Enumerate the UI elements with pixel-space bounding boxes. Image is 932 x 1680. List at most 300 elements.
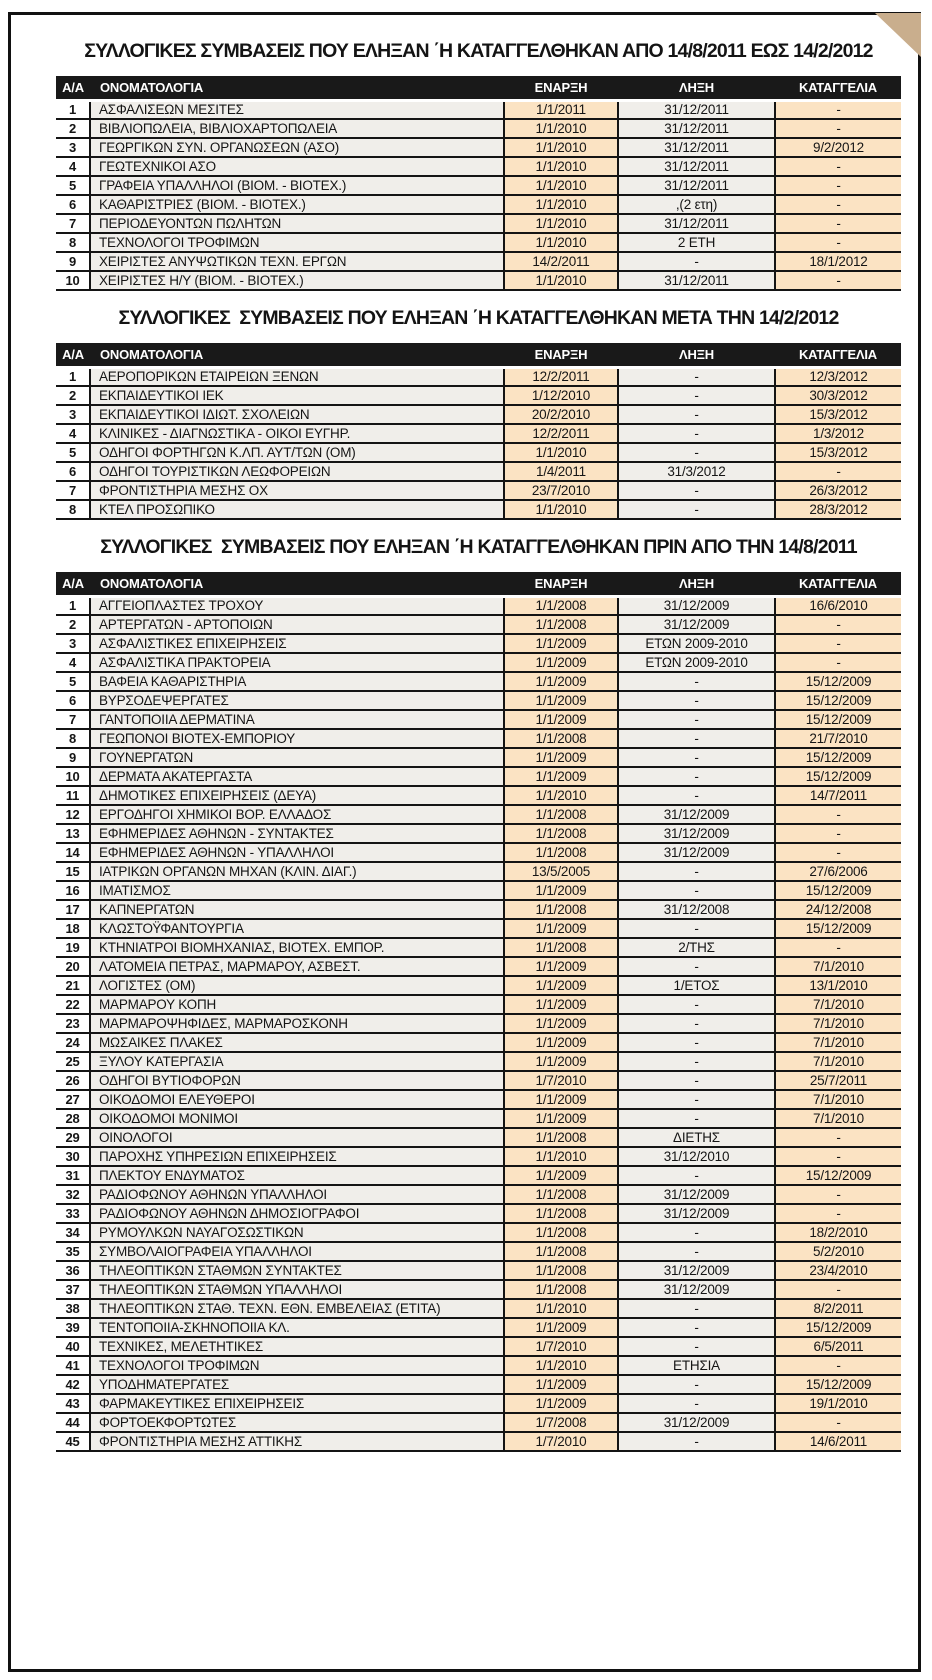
cell-start-date: 1/1/2009 xyxy=(504,653,618,672)
cell-end-date: - xyxy=(618,672,775,691)
cell-end-date: - xyxy=(618,862,775,881)
cell-end-date: - xyxy=(618,748,775,767)
cell-index: 34 xyxy=(56,1223,90,1242)
table-row xyxy=(56,767,901,786)
column-header: ΚΑΤΑΓΓΕΛΙΑ xyxy=(775,76,901,100)
cell-start-date: 23/7/2010 xyxy=(504,481,618,500)
cell-start-date: 1/1/2009 xyxy=(504,691,618,710)
table-row xyxy=(56,729,901,748)
cell-name: ΓΡΑΦΕΙΑ ΥΠΑΛΛΗΛΟΙ (ΒΙΟΜ. - ΒΙΟΤΕΧ.) xyxy=(90,176,504,195)
cell-index: 8 xyxy=(56,233,90,252)
column-header: Α/Α xyxy=(56,343,90,367)
cell-index: 2 xyxy=(56,615,90,634)
cell-end-date: - xyxy=(618,367,775,386)
cell-name: ΧΕΙΡΙΣΤΕΣ Η/Υ (ΒΙΟΜ. - ΒΙΟΤΕΧ.) xyxy=(90,271,504,290)
table-row xyxy=(56,1166,901,1185)
cell-start-date: 1/1/2008 xyxy=(504,1280,618,1299)
cell-name: ΦΟΡΤΟΕΚΦΟΡΤΩΤΕΣ xyxy=(90,1413,504,1432)
cell-termination-date: - xyxy=(775,119,901,138)
cell-termination-date: 15/12/2009 xyxy=(775,672,901,691)
cell-termination-date: 8/2/2011 xyxy=(775,1299,901,1318)
cell-start-date: 1/1/2009 xyxy=(504,634,618,653)
cell-end-date: - xyxy=(618,919,775,938)
cell-end-date: 31/12/2011 xyxy=(618,138,775,157)
cell-index: 10 xyxy=(56,271,90,290)
cell-start-date: 13/5/2005 xyxy=(504,862,618,881)
cell-termination-date: 15/12/2009 xyxy=(775,1318,901,1337)
cell-end-date: 31/12/2011 xyxy=(618,100,775,119)
table-row xyxy=(56,824,901,843)
cell-termination-date: 15/3/2012 xyxy=(775,443,901,462)
cell-index: 16 xyxy=(56,881,90,900)
cell-termination-date: 14/7/2011 xyxy=(775,786,901,805)
cell-index: 7 xyxy=(56,481,90,500)
cell-end-date: ΔΙΕΤΗΣ xyxy=(618,1128,775,1147)
cell-end-date: - xyxy=(618,1223,775,1242)
section-title: ΣΥΛΛΟΓΙΚΕΣ ΣΥΜΒΑΣΕΙΣ ΠΟΥ ΕΛΗΞΑΝ ΄Η ΚΑΤΑΓΓΕΛΘΗΚΑΝ ΜΕΤΑ ΤΗΝ 14/2/2012 xyxy=(118,307,839,329)
cell-end-date: - xyxy=(618,1071,775,1090)
cell-start-date: 1/12/2010 xyxy=(504,386,618,405)
cell-termination-date: 12/3/2012 xyxy=(775,367,901,386)
cell-start-date: 1/7/2010 xyxy=(504,1071,618,1090)
cell-end-date: - xyxy=(618,500,775,519)
cell-end-date: - xyxy=(618,881,775,900)
cell-name: ΡΥΜΟΥΛΚΩΝ ΝΑΥΑΓΟΣΩΣΤΙΚΩΝ xyxy=(90,1223,504,1242)
cell-end-date: - xyxy=(618,1337,775,1356)
cell-start-date: 1/1/2010 xyxy=(504,271,618,290)
cell-end-date: ΕΤΗΣΙΑ xyxy=(618,1356,775,1375)
cell-name: ΤΕΧΝΟΛΟΓΟΙ ΤΡΟΦΙΜΩΝ xyxy=(90,1356,504,1375)
table-row xyxy=(56,424,901,443)
cell-start-date: 1/1/2010 xyxy=(504,176,618,195)
cell-start-date: 1/1/2008 xyxy=(504,1223,618,1242)
cell-termination-date: 7/1/2010 xyxy=(775,995,901,1014)
cell-index: 43 xyxy=(56,1394,90,1413)
cell-termination-date: 13/1/2010 xyxy=(775,976,901,995)
cell-index: 11 xyxy=(56,786,90,805)
cell-start-date: 12/2/2011 xyxy=(504,424,618,443)
cell-name: ΓΕΩΡΓΙΚΩΝ ΣΥΝ. ΟΡΓΑΝΩΣΕΩΝ (ΑΣΟ) xyxy=(90,138,504,157)
cell-end-date: - xyxy=(618,1014,775,1033)
table-row xyxy=(56,1109,901,1128)
cell-start-date: 1/1/2008 xyxy=(504,938,618,957)
table-header-row xyxy=(56,343,901,367)
table-row xyxy=(56,748,901,767)
tables-container xyxy=(56,24,901,1452)
table-header-row xyxy=(56,76,901,100)
cell-termination-date: - xyxy=(775,824,901,843)
cell-start-date: 1/1/2010 xyxy=(504,214,618,233)
cell-start-date: 1/1/2009 xyxy=(504,881,618,900)
cell-termination-date: 9/2/2012 xyxy=(775,138,901,157)
table-row xyxy=(56,462,901,481)
cell-end-date: - xyxy=(618,786,775,805)
cell-end-date: 31/12/2009 xyxy=(618,1261,775,1280)
cell-name: ΤΗΛΕΟΠΤΙΚΩΝ ΣΤΑΘΜΩΝ ΣΥΝΤΑΚΤΕΣ xyxy=(90,1261,504,1280)
table-row xyxy=(56,1147,901,1166)
cell-index: 20 xyxy=(56,957,90,976)
cell-end-date: 31/12/2009 xyxy=(618,1204,775,1223)
cell-end-date: - xyxy=(618,1033,775,1052)
cell-termination-date: 5/2/2010 xyxy=(775,1242,901,1261)
table-row xyxy=(56,1223,901,1242)
cell-index: 27 xyxy=(56,1090,90,1109)
cell-termination-date: 19/1/2010 xyxy=(775,1394,901,1413)
cell-start-date: 1/1/2008 xyxy=(504,1204,618,1223)
cell-index: 23 xyxy=(56,1014,90,1033)
cell-start-date: 1/1/2009 xyxy=(504,1014,618,1033)
cell-name: ΒΑΦΕΙΑ ΚΑΘΑΡΙΣΤΗΡΙΑ xyxy=(90,672,504,691)
section-title: ΣΥΛΛΟΓΙΚΕΣ ΣΥΜΒΑΣΕΙΣ ΠΟΥ ΕΛΗΞΑΝ ΄Η ΚΑΤΑΓΓΕΛΘΗΚΑΝ ΑΠΟ 14/8/2011 ΕΩΣ 14/2/2012 xyxy=(84,40,873,62)
cell-name: ΓΕΩΤΕΧΝΙΚΟΙ ΑΣΟ xyxy=(90,157,504,176)
cell-name: ΥΠΟΔΗΜΑΤΕΡΓΑΤΕΣ xyxy=(90,1375,504,1394)
cell-name: ΕΚΠΑΙΔΕΥΤΙΚΟΙ ΙΔΙΩΤ. ΣΧΟΛΕΙΩΝ xyxy=(90,405,504,424)
cell-name: ΟΔΗΓΟΙ ΒΥΤΙΟΦΟΡΩΝ xyxy=(90,1071,504,1090)
cell-end-date: - xyxy=(618,957,775,976)
cell-start-date: 1/1/2009 xyxy=(504,1394,618,1413)
cell-name: ΦΡΟΝΤΙΣΤΗΡΙΑ ΜΕΣΗΣ ΑΤΤΙΚΗΣ xyxy=(90,1432,504,1451)
cell-end-date: 31/12/2011 xyxy=(618,271,775,290)
cell-termination-date: - xyxy=(775,1413,901,1432)
table-row xyxy=(56,1375,901,1394)
cell-name: ΜΑΡΜΑΡΟΨΗΦΙΔΕΣ, ΜΑΡΜΑΡΟΣΚΟΝΗ xyxy=(90,1014,504,1033)
cell-termination-date: - xyxy=(775,176,901,195)
cell-termination-date: 7/1/2010 xyxy=(775,1052,901,1071)
cell-name: ΠΛΕΚΤΟΥ ΕΝΔΥΜΑΤΟΣ xyxy=(90,1166,504,1185)
cell-name: ΑΣΦΑΛΙΣΤΙΚΕΣ ΕΠΙΧΕΙΡΗΣΕΙΣ xyxy=(90,634,504,653)
cell-end-date: - xyxy=(618,1109,775,1128)
table-row xyxy=(56,100,901,119)
cell-termination-date: - xyxy=(775,233,901,252)
cell-index: 4 xyxy=(56,653,90,672)
cell-index: 6 xyxy=(56,462,90,481)
column-header: ΕΝΑΡΞΗ xyxy=(504,76,618,100)
cell-end-date: - xyxy=(618,767,775,786)
cell-index: 8 xyxy=(56,729,90,748)
cell-index: 17 xyxy=(56,900,90,919)
table-row xyxy=(56,900,901,919)
table-row xyxy=(56,233,901,252)
table-row xyxy=(56,119,901,138)
cell-start-date: 1/1/2009 xyxy=(504,957,618,976)
cell-termination-date: - xyxy=(775,615,901,634)
cell-termination-date: 15/12/2009 xyxy=(775,1166,901,1185)
cell-end-date: 31/12/2011 xyxy=(618,157,775,176)
cell-end-date: 31/12/2011 xyxy=(618,214,775,233)
cell-name: ΜΩΣΑΙΚΕΣ ΠΛΑΚΕΣ xyxy=(90,1033,504,1052)
cell-termination-date: 15/12/2009 xyxy=(775,1375,901,1394)
cell-termination-date: 7/1/2010 xyxy=(775,1033,901,1052)
table-row xyxy=(56,481,901,500)
cell-index: 31 xyxy=(56,1166,90,1185)
cell-start-date: 1/1/2009 xyxy=(504,995,618,1014)
cell-index: 14 xyxy=(56,843,90,862)
cell-name: ΦΡΟΝΤΙΣΤΗΡΙΑ ΜΕΣΗΣ ΟΧ xyxy=(90,481,504,500)
column-header: ΕΝΑΡΞΗ xyxy=(504,572,618,596)
cell-termination-date: - xyxy=(775,938,901,957)
table-row xyxy=(56,995,901,1014)
cell-end-date: 31/12/2009 xyxy=(618,824,775,843)
table-row xyxy=(56,367,901,386)
cell-end-date: 31/12/2011 xyxy=(618,176,775,195)
cell-name: ΟΙΚΟΔΟΜΟΙ ΕΛΕΥΘΕΡΟΙ xyxy=(90,1090,504,1109)
cell-end-date: 31/12/2009 xyxy=(618,805,775,824)
cell-termination-date: 15/12/2009 xyxy=(775,919,901,938)
table-row xyxy=(56,1185,901,1204)
cell-index: 22 xyxy=(56,995,90,1014)
table-row xyxy=(56,443,901,462)
cell-start-date: 1/1/2008 xyxy=(504,1242,618,1261)
cell-start-date: 1/1/2010 xyxy=(504,500,618,519)
cell-start-date: 1/1/2010 xyxy=(504,119,618,138)
table-row xyxy=(56,1128,901,1147)
cell-termination-date: 7/1/2010 xyxy=(775,1014,901,1033)
cell-name: ΚΑΘΑΡΙΣΤΡΙΕΣ (ΒΙΟΜ. - ΒΙΟΤΕΧ.) xyxy=(90,195,504,214)
cell-index: 38 xyxy=(56,1299,90,1318)
cell-termination-date: 18/2/2010 xyxy=(775,1223,901,1242)
cell-name: ΧΕΙΡΙΣΤΕΣ ΑΝΥΨΩΤΙΚΩΝ ΤΕΧΝ. ΕΡΓΩΝ xyxy=(90,252,504,271)
table-row xyxy=(56,691,901,710)
table-row xyxy=(56,138,901,157)
cell-name: ΠΕΡΙΟΔΕΥΟΝΤΩΝ ΠΩΛΗΤΩΝ xyxy=(90,214,504,233)
cell-end-date: - xyxy=(618,1052,775,1071)
table-row xyxy=(56,805,901,824)
cell-termination-date: 15/12/2009 xyxy=(775,767,901,786)
table-row xyxy=(56,157,901,176)
cell-name: ΑΣΦΑΛΙΣΤΙΚΑ ΠΡΑΚΤΟΡΕΙΑ xyxy=(90,653,504,672)
cell-name: ΣΥΜΒΟΛΑΙΟΓΡΑΦΕΙΑ ΥΠΑΛΛΗΛΟΙ xyxy=(90,1242,504,1261)
table-row xyxy=(56,1432,901,1451)
cell-index: 4 xyxy=(56,157,90,176)
cell-name: ΤΗΛΕΟΠΤΙΚΩΝ ΣΤΑΘΜΩΝ ΥΠΑΛΛΗΛΟΙ xyxy=(90,1280,504,1299)
cell-termination-date: 15/12/2009 xyxy=(775,691,901,710)
column-header: ΛΗΞΗ xyxy=(618,343,775,367)
cell-termination-date: - xyxy=(775,1204,901,1223)
cell-end-date: ΕΤΩΝ 2009-2010 xyxy=(618,653,775,672)
cell-start-date: 1/1/2009 xyxy=(504,767,618,786)
cell-name: ΙΜΑΤΙΣΜΟΣ xyxy=(90,881,504,900)
cell-start-date: 1/4/2011 xyxy=(504,462,618,481)
cell-index: 7 xyxy=(56,710,90,729)
cell-name: ΚΑΠΝΕΡΓΑΤΩΝ xyxy=(90,900,504,919)
cell-start-date: 1/1/2008 xyxy=(504,805,618,824)
cell-end-date: ,(2 ετη) xyxy=(618,195,775,214)
cell-index: 10 xyxy=(56,767,90,786)
cell-name: ΡΑΔΙΟΦΩΝΟΥ ΑΘΗΝΩΝ ΔΗΜΟΣΙΟΓΡΑΦΟΙ xyxy=(90,1204,504,1223)
cell-end-date: - xyxy=(618,729,775,748)
cell-index: 8 xyxy=(56,500,90,519)
cell-index: 2 xyxy=(56,119,90,138)
cell-name: ΟΙΝΟΛΟΓΟΙ xyxy=(90,1128,504,1147)
cell-index: 5 xyxy=(56,176,90,195)
cell-index: 30 xyxy=(56,1147,90,1166)
cell-termination-date: - xyxy=(775,214,901,233)
table-row xyxy=(56,1337,901,1356)
cell-start-date: 1/1/2008 xyxy=(504,1128,618,1147)
column-header: ΟΝΟΜΑΤΟΛΟΓΙΑ xyxy=(90,572,504,596)
cell-termination-date: 27/6/2006 xyxy=(775,862,901,881)
cell-termination-date: - xyxy=(775,271,901,290)
cell-index: 19 xyxy=(56,938,90,957)
cell-end-date: - xyxy=(618,1090,775,1109)
cell-index: 1 xyxy=(56,100,90,119)
cell-index: 5 xyxy=(56,672,90,691)
cell-start-date: 1/1/2008 xyxy=(504,1261,618,1280)
cell-name: ΕΦΗΜΕΡΙΔΕΣ ΑΘΗΝΩΝ - ΥΠΑΛΛΗΛΟΙ xyxy=(90,843,504,862)
cell-termination-date: 1/3/2012 xyxy=(775,424,901,443)
cell-start-date: 1/1/2010 xyxy=(504,786,618,805)
table-row xyxy=(56,786,901,805)
cell-end-date: - xyxy=(618,1242,775,1261)
cell-name: ΤΕΧΝΟΛΟΓΟΙ ΤΡΟΦΙΜΩΝ xyxy=(90,233,504,252)
cell-index: 1 xyxy=(56,367,90,386)
table-row xyxy=(56,195,901,214)
column-header: ΕΝΑΡΞΗ xyxy=(504,343,618,367)
cell-name: ΜΑΡΜΑΡΟΥ ΚΟΠΗ xyxy=(90,995,504,1014)
table-row xyxy=(56,1071,901,1090)
table-row xyxy=(56,1090,901,1109)
cell-end-date: 31/12/2009 xyxy=(618,1280,775,1299)
cell-index: 9 xyxy=(56,748,90,767)
cell-start-date: 1/1/2010 xyxy=(504,1147,618,1166)
cell-start-date: 20/2/2010 xyxy=(504,405,618,424)
table-row xyxy=(56,271,901,290)
cell-end-date: - xyxy=(618,1299,775,1318)
cell-start-date: 1/1/2010 xyxy=(504,195,618,214)
cell-index: 6 xyxy=(56,691,90,710)
cell-name: ΒΙΒΛΙΟΠΩΛΕΙΑ, ΒΙΒΛΙΟΧΑΡΤΟΠΩΛΕΙΑ xyxy=(90,119,504,138)
cell-end-date: 2/ΤΗΣ xyxy=(618,938,775,957)
table-row xyxy=(56,252,901,271)
cell-start-date: 1/1/2010 xyxy=(504,1299,618,1318)
table-row xyxy=(56,938,901,957)
cell-end-date: 31/12/2011 xyxy=(618,119,775,138)
cell-name: ΑΣΦΑΛΙΣΕΩΝ ΜΕΣΙΤΕΣ xyxy=(90,100,504,119)
cell-index: 39 xyxy=(56,1318,90,1337)
cell-name: ΚΤΗΝΙΑΤΡΟΙ ΒΙΟΜΗΧΑΝΙΑΣ, ΒΙΟΤΕΧ. ΕΜΠΟΡ. xyxy=(90,938,504,957)
cell-name: ΒΥΡΣΟΔΕΨΕΡΓΑΤΕΣ xyxy=(90,691,504,710)
cell-termination-date: - xyxy=(775,157,901,176)
cell-name: ΠΑΡΟΧΗΣ ΥΠΗΡΕΣΙΩΝ ΕΠΙΧΕΙΡΗΣΕΙΣ xyxy=(90,1147,504,1166)
cell-index: 35 xyxy=(56,1242,90,1261)
cell-start-date: 1/1/2009 xyxy=(504,1052,618,1071)
table-header-row xyxy=(56,572,901,596)
cell-index: 2 xyxy=(56,386,90,405)
cell-name: ΔΕΡΜΑΤΑ ΑΚΑΤΕΡΓΑΣΤΑ xyxy=(90,767,504,786)
cell-start-date: 1/1/2008 xyxy=(504,1185,618,1204)
cell-termination-date: - xyxy=(775,1356,901,1375)
cell-end-date: 2 ΕΤΗ xyxy=(618,233,775,252)
table-row xyxy=(56,862,901,881)
cell-name: ΑΕΡΟΠΟΡΙΚΩΝ ΕΤΑΙΡΕΙΩΝ ΞΕΝΩΝ xyxy=(90,367,504,386)
table-row xyxy=(56,1394,901,1413)
agreements-section xyxy=(56,536,901,1452)
table-row xyxy=(56,1204,901,1223)
cell-start-date: 1/1/2009 xyxy=(504,1166,618,1185)
table-row xyxy=(56,1280,901,1299)
cell-end-date: - xyxy=(618,252,775,271)
cell-end-date: - xyxy=(618,481,775,500)
table-row xyxy=(56,881,901,900)
table-row xyxy=(56,672,901,691)
table-row xyxy=(56,405,901,424)
table-row xyxy=(56,634,901,653)
cell-start-date: 1/7/2010 xyxy=(504,1432,618,1451)
cell-termination-date: 7/1/2010 xyxy=(775,957,901,976)
agreements-section xyxy=(56,307,901,520)
cell-name: ΛΑΤΟΜΕΙΑ ΠΕΤΡΑΣ, ΜΑΡΜΑΡΟΥ, ΑΣΒΕΣΤ. xyxy=(90,957,504,976)
cell-start-date: 1/1/2010 xyxy=(504,1356,618,1375)
cell-termination-date: - xyxy=(775,805,901,824)
cell-index: 41 xyxy=(56,1356,90,1375)
cell-index: 4 xyxy=(56,424,90,443)
cell-start-date: 1/1/2009 xyxy=(504,1375,618,1394)
column-header: ΟΝΟΜΑΤΟΛΟΓΙΑ xyxy=(90,343,504,367)
cell-end-date: 31/12/2009 xyxy=(618,843,775,862)
cell-start-date: 1/7/2010 xyxy=(504,1337,618,1356)
cell-index: 13 xyxy=(56,824,90,843)
cell-index: 36 xyxy=(56,1261,90,1280)
cell-start-date: 1/1/2009 xyxy=(504,976,618,995)
cell-index: 6 xyxy=(56,195,90,214)
cell-index: 45 xyxy=(56,1432,90,1451)
table-row xyxy=(56,386,901,405)
cell-start-date: 1/1/2009 xyxy=(504,672,618,691)
table-row xyxy=(56,919,901,938)
table-row xyxy=(56,615,901,634)
agreements-table xyxy=(56,76,901,291)
table-row xyxy=(56,500,901,519)
table-row xyxy=(56,1356,901,1375)
cell-termination-date: 26/3/2012 xyxy=(775,481,901,500)
agreements-table xyxy=(56,572,901,1452)
cell-index: 44 xyxy=(56,1413,90,1432)
cell-index: 40 xyxy=(56,1337,90,1356)
cell-end-date: 1/ΕΤΟΣ xyxy=(618,976,775,995)
cell-start-date: 1/1/2008 xyxy=(504,900,618,919)
cell-start-date: 1/1/2009 xyxy=(504,1109,618,1128)
cell-index: 28 xyxy=(56,1109,90,1128)
cell-name: ΚΛΙΝΙΚΕΣ - ΔΙΑΓΝΩΣΤΙΚΑ - ΟΙΚΟΙ ΕΥΓΗΡ. xyxy=(90,424,504,443)
cell-name: ΑΓΓΕΙΟΠΛΑΣΤΕΣ ΤΡΟΧΟΥ xyxy=(90,596,504,615)
cell-name: ΔΗΜΟΤΙΚΕΣ ΕΠΙΧΕΙΡΗΣΕΙΣ (ΔΕΥΑ) xyxy=(90,786,504,805)
table-row xyxy=(56,176,901,195)
cell-termination-date: 21/7/2010 xyxy=(775,729,901,748)
agreements-table xyxy=(56,343,901,520)
section-title: ΣΥΛΛΟΓΙΚΕΣ ΣΥΜΒΑΣΕΙΣ ΠΟΥ ΕΛΗΞΑΝ ΄Η ΚΑΤΑΓΓΕΛΘΗΚΑΝ ΠΡΙΝ ΑΠΟ ΤΗΝ 14/8/2011 xyxy=(100,536,857,558)
cell-termination-date: - xyxy=(775,195,901,214)
cell-name: ΕΦΗΜΕΡΙΔΕΣ ΑΘΗΝΩΝ - ΣΥΝΤΑΚΤΕΣ xyxy=(90,824,504,843)
column-header: Α/Α xyxy=(56,76,90,100)
table-row xyxy=(56,214,901,233)
cell-name: ΚΤΕΛ ΠΡΟΣΩΠΙΚΟ xyxy=(90,500,504,519)
cell-termination-date: 7/1/2010 xyxy=(775,1090,901,1109)
cell-start-date: 1/1/2009 xyxy=(504,748,618,767)
table-row xyxy=(56,1261,901,1280)
cell-name: ΙΑΤΡΙΚΩΝ ΟΡΓΑΝΩΝ ΜΗΧΑΝ (ΚΛΙΝ. ΔΙΑΓ.) xyxy=(90,862,504,881)
cell-termination-date: - xyxy=(775,843,901,862)
column-header: ΚΑΤΑΓΓΕΛΙΑ xyxy=(775,343,901,367)
cell-end-date: - xyxy=(618,1432,775,1451)
cell-termination-date: 14/6/2011 xyxy=(775,1432,901,1451)
cell-termination-date: - xyxy=(775,1185,901,1204)
cell-index: 5 xyxy=(56,443,90,462)
cell-index: 25 xyxy=(56,1052,90,1071)
cell-name: ΓΕΩΠΟΝΟΙ ΒΙΟΤΕΧ-ΕΜΠΟΡΙΟΥ xyxy=(90,729,504,748)
cell-start-date: 1/1/2009 xyxy=(504,1033,618,1052)
table-row xyxy=(56,1014,901,1033)
cell-termination-date: - xyxy=(775,1147,901,1166)
